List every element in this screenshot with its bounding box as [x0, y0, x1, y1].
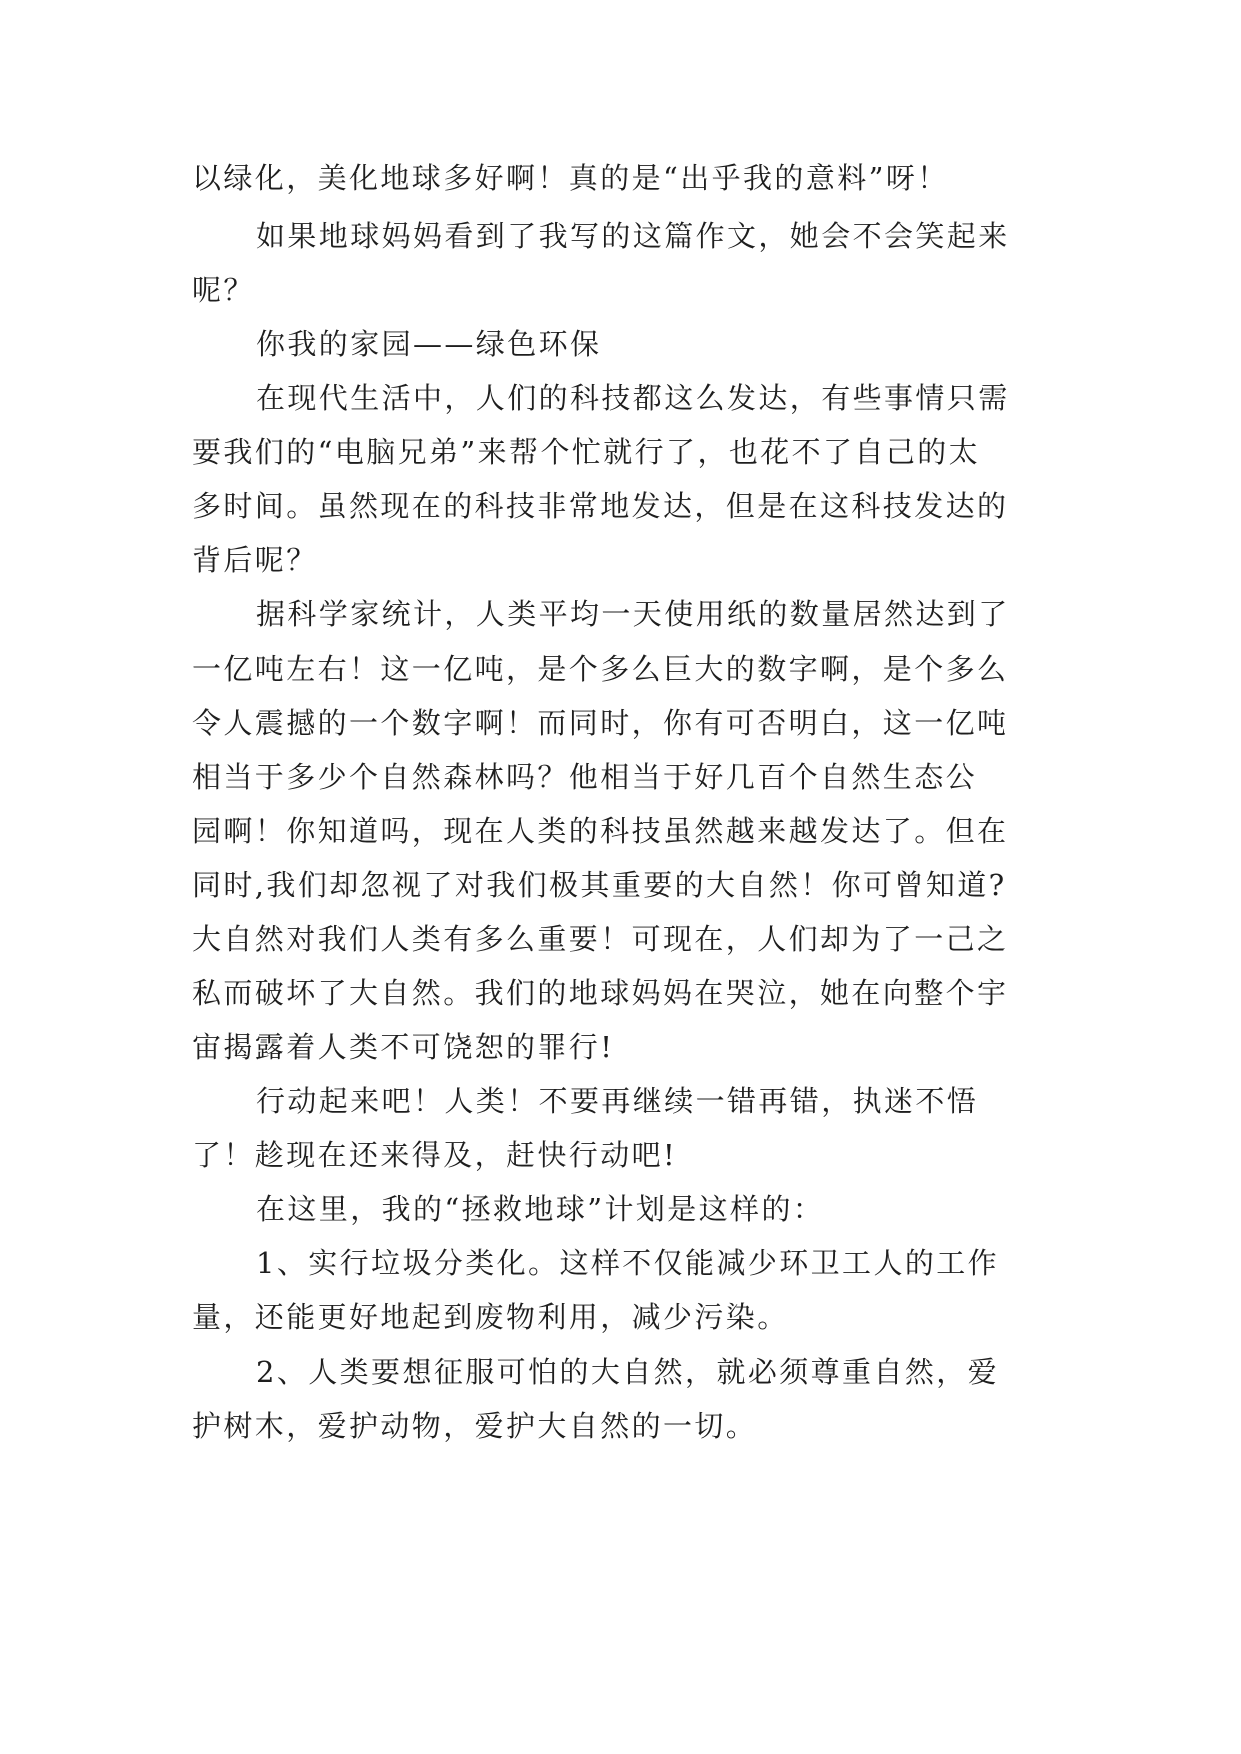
- paragraph-line: 了！趁现在还来得及，赶快行动吧!: [192, 1138, 678, 1172]
- list-item-line: 1、实行垃圾分类化。这样不仅能减少环卫工人的工作: [256, 1246, 1000, 1280]
- paragraph-line: 在这里，我的“拯救地球”计划是这样的：: [256, 1192, 825, 1226]
- paragraph-line: 大自然对我们人类有多么重要！可现在，人们却为了一己之: [192, 922, 1009, 956]
- paragraph-line: 一亿吨左右！这一亿吨，是个多么巨大的数字啊，是个多么: [192, 652, 1009, 686]
- section-heading: 你我的家园——绿色环保: [256, 327, 602, 361]
- list-item-line: 量，还能更好地起到废物利用，减少污染。: [192, 1300, 789, 1334]
- paragraph-line: 相当于多少个自然森林吗？他相当于好几百个自然生态公: [192, 760, 978, 794]
- paragraph-line: 以绿化，美化地球多好啊！真的是“出乎我的意料”呀！: [192, 161, 949, 195]
- paragraph-line: 令人震撼的一个数字啊！而同时，你有可否明白，这一亿吨: [192, 706, 1009, 740]
- paragraph-line: 园啊！你知道吗，现在人类的科技虽然越来越发达了。但在: [192, 814, 1009, 848]
- list-item-line: 护树木，爱护动物，爱护大自然的一切。: [192, 1409, 758, 1443]
- paragraph-line: 私而破坏了大自然。我们的地球妈妈在哭泣，她在向整个宇: [192, 976, 1009, 1010]
- paragraph-line: 据科学家统计，人类平均一天使用纸的数量居然达到了: [256, 597, 1010, 631]
- paragraph-line: 行动起来吧！人类！不要再继续一错再错，执迷不悟: [256, 1084, 979, 1118]
- paragraph-line: 如果地球妈妈看到了我写的这篇作文，她会不会笑起来: [256, 219, 1010, 253]
- paragraph-line: 在现代生活中，人们的科技都这么发达，有些事情只需: [256, 381, 1010, 415]
- paragraph-line: 要我们的“电脑兄弟”来帮个忙就行了，也花不了自己的太: [192, 435, 981, 469]
- paragraph-line: 呢？: [192, 273, 255, 307]
- list-item-line: 2、人类要想征服可怕的大自然，就必须尊重自然，爱: [256, 1355, 1000, 1389]
- paragraph-line: 宙揭露着人类不可饶恕的罪行!: [192, 1030, 615, 1064]
- paragraph-line: 同时,我们却忽视了对我们极其重要的大自然！你可曾知道?: [192, 868, 1007, 902]
- paragraph-line: 背后呢？: [192, 543, 318, 577]
- paragraph-line: 多时间。虽然现在的科技非常地发达，但是在这科技发达的: [192, 489, 1009, 523]
